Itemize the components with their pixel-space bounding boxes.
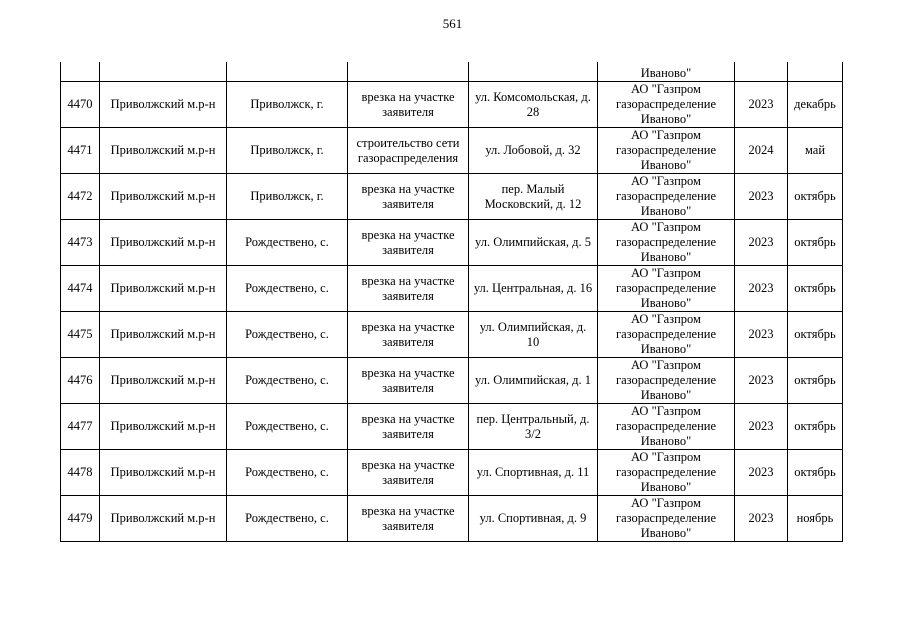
cell-district: Приволжский м.р-н [100, 82, 227, 128]
cell-work-type: строительство сети газораспределения [348, 128, 469, 174]
cell-address: ул. Спортивная, д. 11 [469, 450, 598, 496]
table-row [61, 496, 843, 542]
table-row [61, 450, 843, 496]
cell-district: Приволжский м.р-н [100, 404, 227, 450]
cell-year: 2023 [735, 266, 788, 312]
cell-work-type: врезка на участке заявителя [348, 220, 469, 266]
table-row [61, 82, 843, 128]
cell-month: октябрь [788, 266, 843, 312]
cell-work-type: врезка на участке заявителя [348, 174, 469, 220]
cell-organization: АО "Газпром газораспределение Иваново" [598, 450, 735, 496]
cell-settlement: Рождествено, с. [227, 450, 348, 496]
cell-organization: АО "Газпром газораспределение Иваново" [598, 358, 735, 404]
cell-month: октябрь [788, 312, 843, 358]
cell-work-type: врезка на участке заявителя [348, 266, 469, 312]
table-row [61, 266, 843, 312]
cell-address: ул. Лобовой, д. 32 [469, 128, 598, 174]
cell-num: 4479 [61, 496, 100, 542]
table-row [61, 404, 843, 450]
cell-year: 2023 [735, 220, 788, 266]
cell-work-type: врезка на участке заявителя [348, 82, 469, 128]
cell-district: Приволжский м.р-н [100, 128, 227, 174]
cell-address: пер. Малый Московский, д. 12 [469, 174, 598, 220]
cell-organization: АО "Газпром газораспределение Иваново" [598, 220, 735, 266]
cell-address: пер. Центральный, д. 3/2 [469, 404, 598, 450]
cell-work-type: врезка на участке заявителя [348, 404, 469, 450]
continuation-row [61, 62, 843, 82]
cell-year: 2023 [735, 82, 788, 128]
cell-address: ул. Спортивная, д. 9 [469, 496, 598, 542]
cell-num: 4476 [61, 358, 100, 404]
cell-month: октябрь [788, 220, 843, 266]
cell-month: ноябрь [788, 496, 843, 542]
table-row [61, 220, 843, 266]
cell-num: 4473 [61, 220, 100, 266]
cell-month [788, 62, 843, 82]
cell-settlement: Рождествено, с. [227, 266, 348, 312]
cell-settlement: Рождествено, с. [227, 312, 348, 358]
cell-month: октябрь [788, 404, 843, 450]
cell-num [61, 62, 100, 82]
cell-year [735, 62, 788, 82]
cell-address: ул. Центральная, д. 16 [469, 266, 598, 312]
cell-organization: АО "Газпром газораспределение Иваново" [598, 312, 735, 358]
cell-address: ул. Олимпийская, д. 1 [469, 358, 598, 404]
registry-table [60, 62, 843, 542]
cell-month: май [788, 128, 843, 174]
cell-district: Приволжский м.р-н [100, 358, 227, 404]
cell-year: 2023 [735, 496, 788, 542]
cell-year: 2023 [735, 450, 788, 496]
cell-organization: АО "Газпром газораспределение Иваново" [598, 496, 735, 542]
cell-address: ул. Комсомольская, д. 28 [469, 82, 598, 128]
table-row [61, 312, 843, 358]
cell-year: 2023 [735, 358, 788, 404]
cell-month: октябрь [788, 450, 843, 496]
cell-month: октябрь [788, 358, 843, 404]
cell-month: октябрь [788, 174, 843, 220]
cell-organization: АО "Газпром газораспределение Иваново" [598, 82, 735, 128]
cell-address [469, 62, 598, 82]
cell-num: 4478 [61, 450, 100, 496]
cell-organization: АО "Газпром газораспределение Иваново" [598, 404, 735, 450]
cell-address: ул. Олимпийская, д. 10 [469, 312, 598, 358]
cell-work-type: врезка на участке заявителя [348, 358, 469, 404]
cell-year: 2023 [735, 312, 788, 358]
cell-work-type [348, 62, 469, 82]
cell-district [100, 62, 227, 82]
cell-settlement: Приволжск, г. [227, 128, 348, 174]
cell-settlement: Приволжск, г. [227, 174, 348, 220]
table-row [61, 128, 843, 174]
cell-organization: АО "Газпром газораспределение Иваново" [598, 174, 735, 220]
cell-num: 4471 [61, 128, 100, 174]
cell-month: декабрь [788, 82, 843, 128]
table-row [61, 358, 843, 404]
cell-district: Приволжский м.р-н [100, 174, 227, 220]
cell-settlement: Приволжск, г. [227, 82, 348, 128]
cell-num: 4470 [61, 82, 100, 128]
cell-organization: АО "Газпром газораспределение Иваново" [598, 128, 735, 174]
cell-work-type: врезка на участке заявителя [348, 312, 469, 358]
cell-district: Приволжский м.р-н [100, 450, 227, 496]
cell-work-type: врезка на участке заявителя [348, 450, 469, 496]
cell-year: 2023 [735, 404, 788, 450]
cell-organization: АО "Газпром газораспределение Иваново" [598, 266, 735, 312]
cell-settlement: Рождествено, с. [227, 404, 348, 450]
cell-settlement: Рождествено, с. [227, 220, 348, 266]
table-body [61, 62, 843, 542]
cell-district: Приволжский м.р-н [100, 496, 227, 542]
cell-district: Приволжский м.р-н [100, 220, 227, 266]
cell-num: 4475 [61, 312, 100, 358]
cell-organization: Иваново" [598, 62, 735, 82]
cell-year: 2024 [735, 128, 788, 174]
page-number: 561 [442, 16, 463, 31]
cell-num: 4474 [61, 266, 100, 312]
cell-work-type: врезка на участке заявителя [348, 496, 469, 542]
table-row [61, 174, 843, 220]
cell-district: Приволжский м.р-н [100, 266, 227, 312]
cell-settlement [227, 62, 348, 82]
cell-settlement: Рождествено, с. [227, 358, 348, 404]
cell-district: Приволжский м.р-н [100, 312, 227, 358]
cell-address: ул. Олимпийская, д. 5 [469, 220, 598, 266]
cell-year: 2023 [735, 174, 788, 220]
cell-settlement: Рождествено, с. [227, 496, 348, 542]
cell-num: 4472 [61, 174, 100, 220]
cell-num: 4477 [61, 404, 100, 450]
